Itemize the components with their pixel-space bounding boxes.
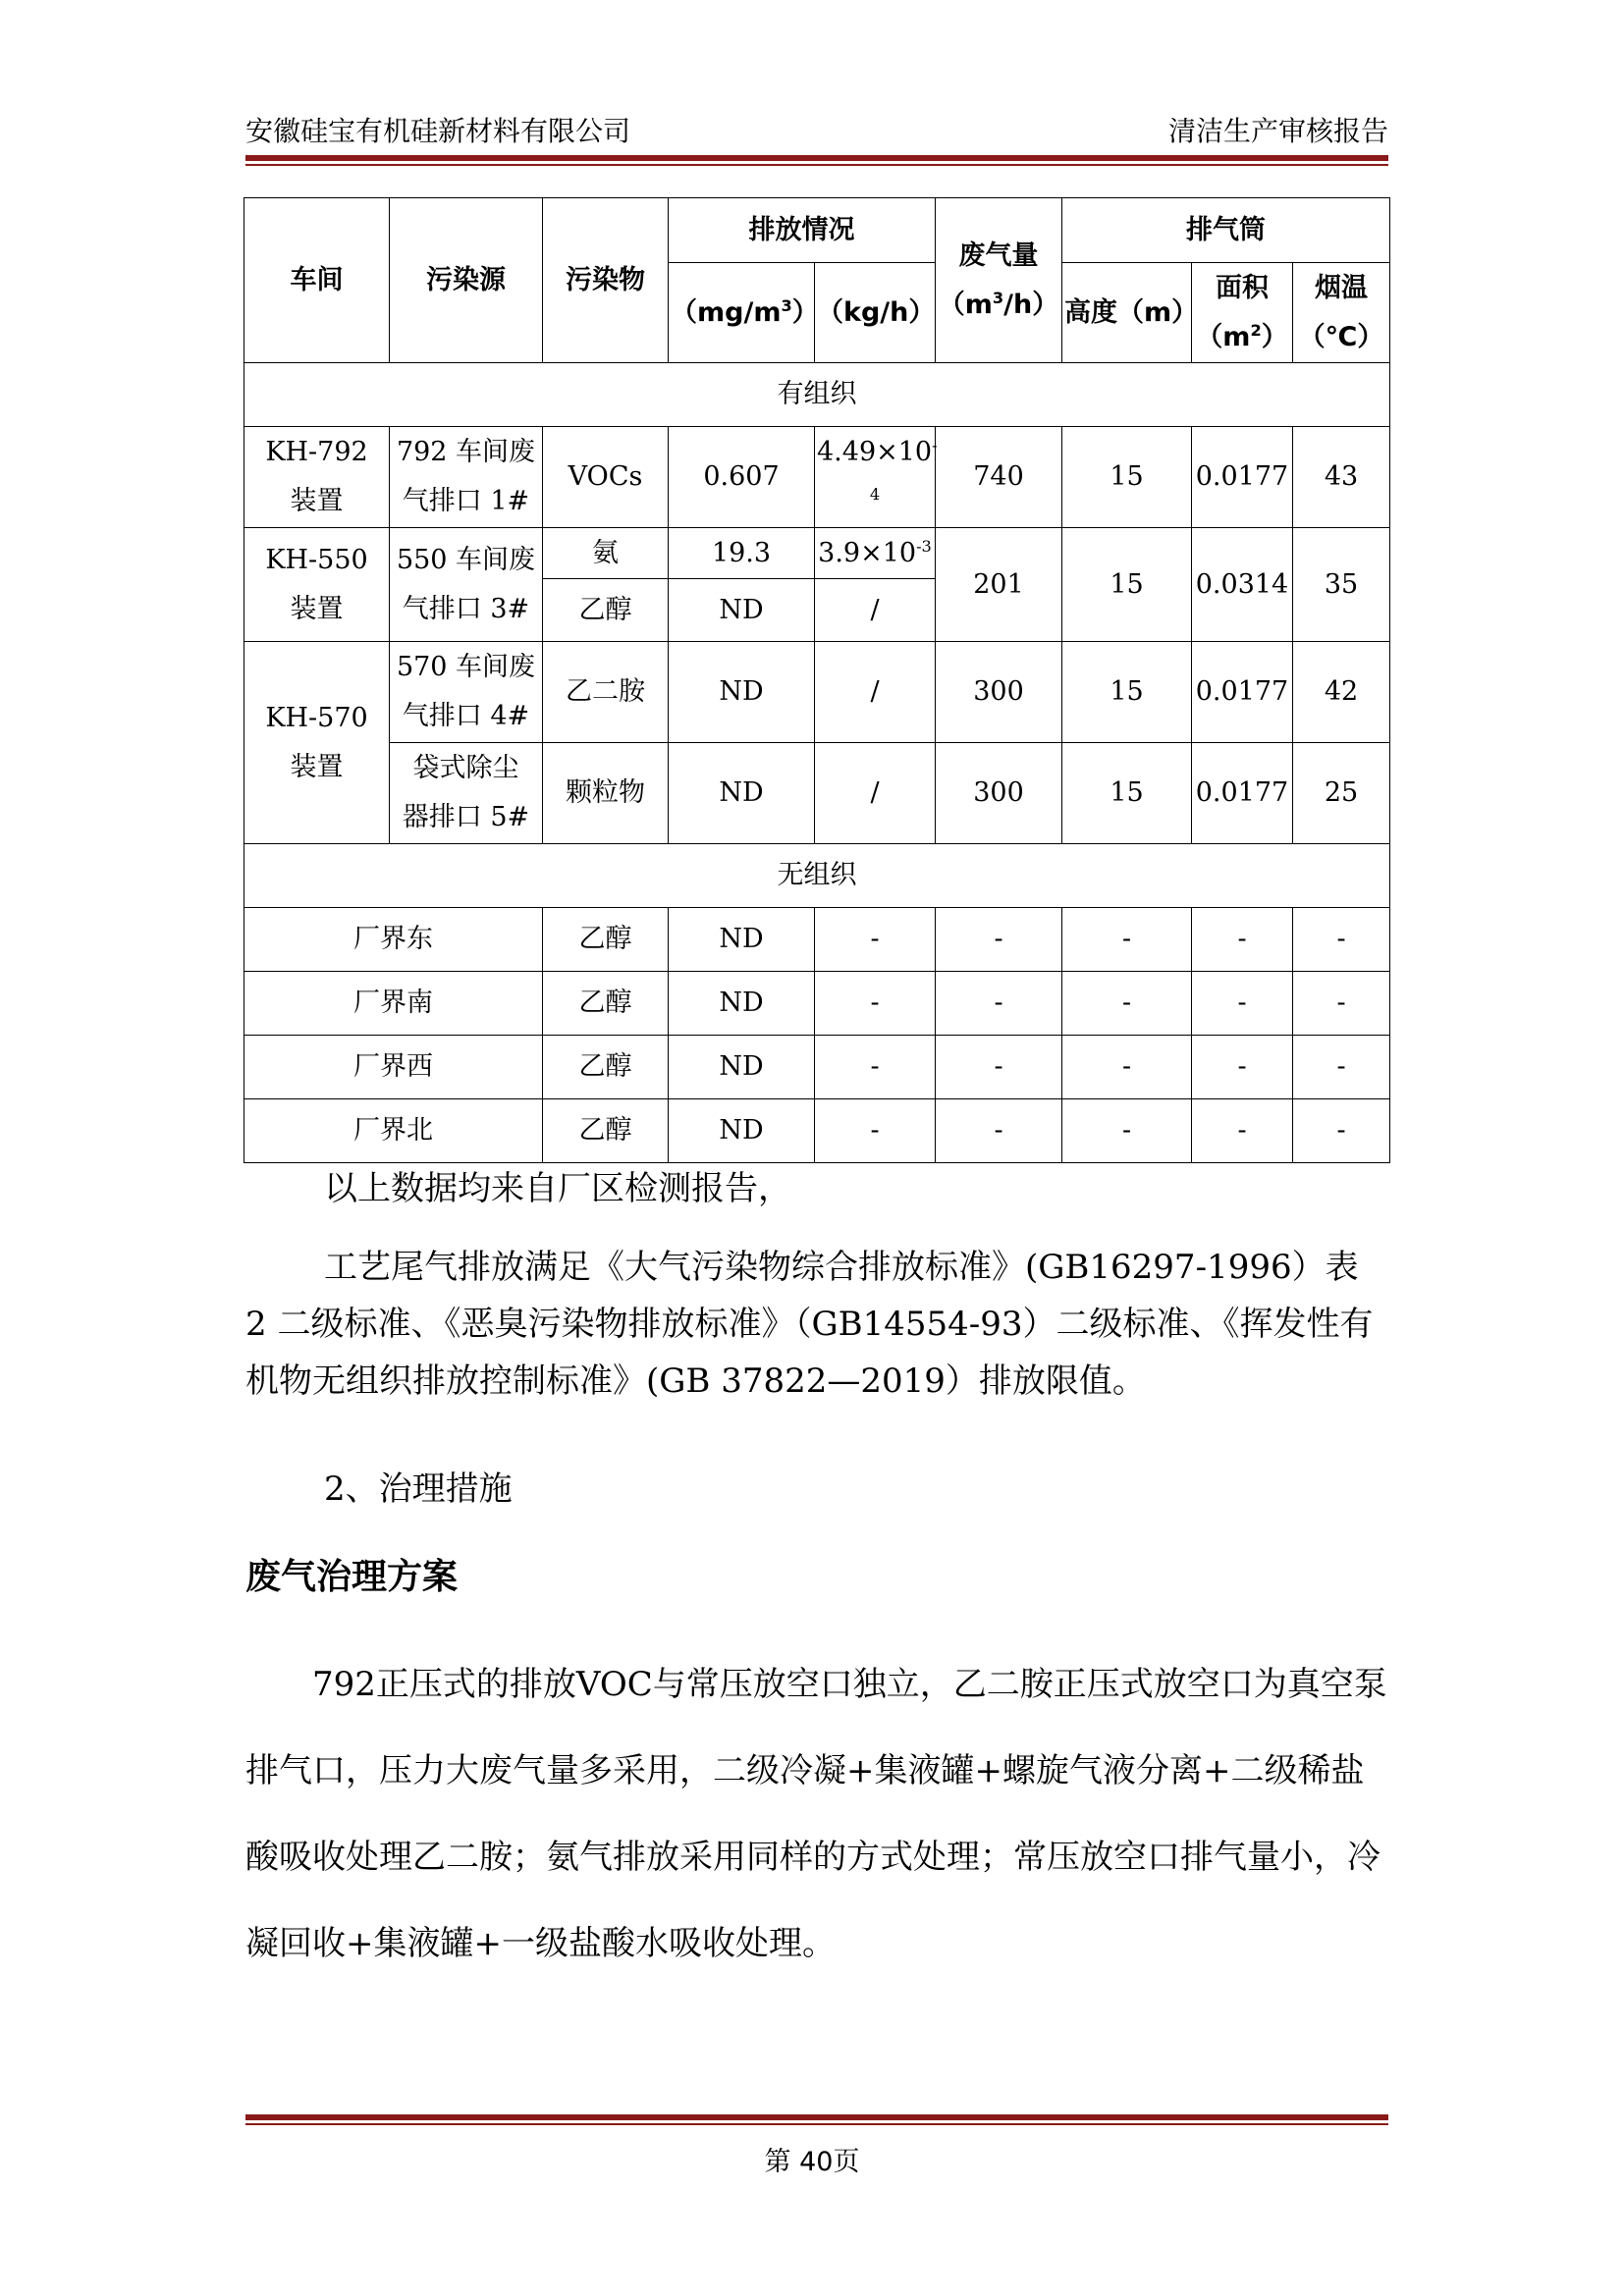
- header-report-title: 清洁生产审核报告: [1167, 115, 1388, 147]
- table-row: 乙醇 ND /: [244, 579, 1390, 642]
- emission-table: [244, 197, 1390, 1163]
- table-row: 厂界北 乙醇 ND - - - - -: [244, 1099, 1390, 1163]
- table-row: 袋式除尘 器排口 5# 颗粒物 ND / 300 15 0.0177 25: [244, 743, 1390, 844]
- col-source: 污染源: [390, 198, 543, 363]
- paragraph-data-source: 以上数据均来自厂区检测报告，: [324, 1169, 791, 1208]
- table-row: KH-570 装置 570 车间废 气排口 4# 乙二胺 ND / 300 15 0.0177 42: [244, 642, 1390, 743]
- table-row: 厂界南 乙醇 ND - - - - -: [244, 972, 1390, 1036]
- footer-rule-thick: [245, 2114, 1388, 2120]
- header-rule-thin: [245, 164, 1388, 166]
- paragraph-measures: 2、治理措施: [324, 1469, 513, 1509]
- col-emission: 排放情况: [669, 198, 936, 263]
- section-heading: 废气治理方案: [245, 1557, 459, 1597]
- page-number: 第 40页: [764, 2147, 860, 2177]
- section-organized: 有组织: [244, 363, 1390, 427]
- header-rule-thick: [245, 155, 1388, 161]
- col-area: 面积 $(m^2)$: [1192, 263, 1293, 363]
- footer-rule-thin: [245, 2123, 1388, 2125]
- paragraph-standards: 工艺尾气排放满足《大气污染物综合排放标准》(GB16297-1996）表 2 二级标准、《恶臭污染物排放标准》（GB14554-93）二级标准、《挥发性有机物无组织排放控制标准》(GB 37822—2019）排放限值。: [245, 1248, 1374, 1401]
- paragraph-treatment: 792正压式的排放VOC与常压放空口独立，乙二胺正压式放空口为真空泵排气口，压力大废气量多采用，二级冷凝+集液罐+螺旋气液分离+二级稀盐酸吸收处理乙二胺；氨气排放采用同样的方式处理；常压放空口排气量小，冷凝回收+集液罐+一级盐酸水吸收处理。: [245, 1665, 1387, 1963]
- col-pollutant: 污染物: [543, 198, 669, 363]
- table-row: 厂界西 乙醇 ND - - - - -: [244, 1036, 1390, 1099]
- table-row: KH-550 装置 550 车间废 气排口 3# 氨 19.3 $3.9\times 10^{-3}$ 201 15 0.0314 35: [244, 528, 1390, 579]
- col-temp: 烟温 （℃）: [1293, 263, 1390, 363]
- header-company: 安徽硅宝有机硅新材料有限公司: [245, 115, 631, 147]
- col-workshop: 车间: [244, 198, 390, 363]
- col-kg: （kg/h）: [815, 263, 936, 363]
- section-fugitive: 无组织: [244, 844, 1390, 908]
- col-height: 高度（m）: [1062, 263, 1192, 363]
- col-stack: 排气筒: [1062, 198, 1390, 263]
- table-row: KH-792 装置 792 车间废 气排口 1# VOCs 0.607 $4.49\times 10^{-4}$ 740 15 0.0177 43: [244, 427, 1390, 528]
- table-row: 厂界东 乙醇 ND - - - - -: [244, 908, 1390, 972]
- col-flow: 废气量 $(m^3/h)$: [936, 198, 1062, 363]
- col-mg: $(mg/m^3)$: [669, 263, 815, 363]
